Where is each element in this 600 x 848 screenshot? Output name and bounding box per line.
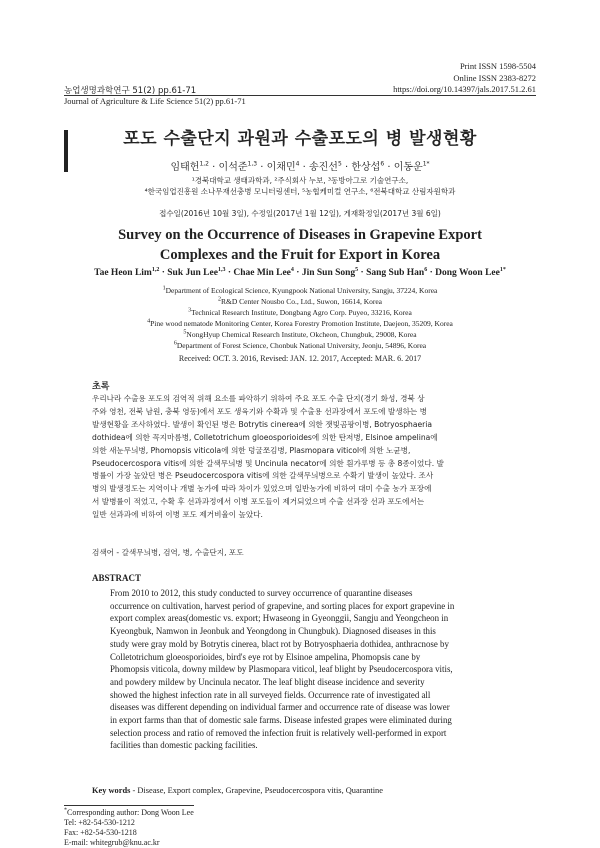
abstract-korean [92, 393, 508, 522]
affiliation-en-line: $^5$NongHyup Chemical Research Institute, Okcheon, Chungbuk, 29008, Korea [183, 329, 417, 339]
author-name: Jin Sun Song [301, 268, 356, 278]
abstract-line: 병률이 가장 높았던 병은 Pseudocercospora vitis에 의한 갈색무늬병으로 수확기 발생이 높았다. 조사 [92, 471, 434, 481]
author-affiliation-mark: 1,3 [247, 160, 258, 168]
print-issn: Print ISSN 1598-5504 [459, 61, 536, 71]
affiliation-en-line: $^2$R&D Center Nousbo Co., Ltd., Suwon, 16614, Korea [217, 296, 383, 306]
abstract-line: Pseudocercospora vitis에 의한 갈색무늬병 및 Uncinula necator에 의한 흰가루병 등 총 8종이었다. 발 [92, 458, 444, 468]
author-affiliation-mark: 1* [499, 266, 506, 273]
abstract-line: 서 발병률이 적었고, 수확 후 선과과정에서 이병 포도들이 제거되었으며 수출 선과장 선과 포도에서는 [92, 497, 425, 507]
footnote-email[interactable]: E-mail: whitegrub@knu.ac.kr [64, 838, 160, 847]
footnote-fax: Fax: +82-54-530-1218 [64, 828, 137, 837]
abstract-line: 발생현황을 조사하였다. 발생이 확인된 병은 Botrytis cinerea에 의한 잿빛곰팡이병, Botryosphaeria [92, 419, 433, 429]
online-issn: Online ISSN 2383-8272 [453, 73, 536, 83]
keywords-en-text: - Disease, Export complex, Grapevine, Pseudocercospora vitis, Quarantine [130, 786, 383, 795]
abstract-line: Phomopsis viticola, downy mildew by Plasmopara viticol, leaf blight by Pseudocercospora vitis, [110, 664, 453, 675]
authors-korean: 임태헌$^{1,2}$ · 이석준$^{1,3}$ · 이채민$^4$ · 송진선$^5$ · 한상섭$^6$ · 이동운$^{1*}$ [170, 160, 430, 173]
author-affiliation-mark: 6 [380, 160, 385, 168]
affiliation-en-line: $^3$Technical Research Institute, Dongbang Agro Corp. Puyeo, 33216, Korea [188, 307, 412, 317]
abstract-line: facilities than domestic packing facilities. [110, 740, 258, 751]
author-affiliation-mark: 1* [422, 160, 430, 168]
abstract-line: showed the highest infection rate in all surveyed fields. Occurrence rate of investigated all [110, 689, 431, 700]
keywords-korean: 검색어 - 갈색무늬병, 검역, 병, 수출단지, 포도 [92, 548, 244, 557]
issn-block [453, 60, 536, 84]
abstract-line: From 2010 to 2012, this study conducted to survey occurrence of quarantine diseases [110, 588, 413, 598]
author-affiliation-mark: 1,2 [199, 160, 209, 168]
abstract-line: export complex areas(domestic vs. export; Hwaseong in Gyeonggii, Sangju and Yeongcheon in [110, 613, 449, 624]
author-name: 한상섭 [351, 162, 381, 173]
abstract-line: 일반 선과과에 비하여 이병 포도 제거비율이 높았다. [92, 510, 263, 520]
affiliation-en-line: $^4$Pine wood nematode Monitoring Center, Korea Forestry Promotion Institute, Daejeon, 35209, Korea [147, 318, 453, 328]
keywords-en-label: Key words [92, 786, 131, 795]
affiliations-korean [64, 175, 536, 197]
title-korean: 포도 수출단지 과원과 수출포도의 병 발생현황 [123, 129, 477, 149]
author-affiliation-mark: 1,2 [151, 266, 160, 273]
author-affiliation-mark: 4 [290, 266, 294, 273]
abstract-line: selection process and ratio of removed the infection fruit is relatively well-performed in export [110, 727, 447, 738]
affiliation-kr-line: ¹경북대학교 생태과학과, ²주식회사 누보, ³동방아그로 기술연구소, [191, 176, 409, 185]
abstract-line: Kyeongbuk, Namwon in Jeonbuk and Yeongdong in Chungbuk). Diagnosed diseases in this [110, 626, 436, 637]
abstract-line: diseases was different depending on individual farmer and occurrence rate of disease was lower [110, 702, 450, 713]
abstract-line: 병의 발생정도는 지역이나 개별 농가에 따라 차이가 있었으며 일반농가에 비하여 대미 수출 농가 포장에 [92, 484, 432, 494]
affiliation-kr-line: ⁴한국임업진흥원 소나무재선충병 모니터링센터, ⁵농협케미컬 연구소, ⁶전북대학교 산림자원학과 [144, 187, 456, 196]
abstract-english [92, 587, 508, 752]
author-name: 이채민 [266, 162, 296, 173]
author-affiliation-mark: 5 [355, 266, 359, 273]
title-en-line: Complexes and the Fruit for Export in Korea [159, 247, 441, 263]
author-affiliation-mark: 6 [424, 266, 428, 273]
author-affiliation-mark: 5 [337, 160, 342, 168]
author-name: Tae Heon Lim [94, 268, 152, 278]
abstract-line: dothidea에 의한 꼭지마름병, Colletotrichum gloeosporioides에 의한 탄저병, Elsinoe ampelina에 [92, 432, 438, 442]
author-name: 송진선 [308, 162, 338, 173]
abstract-line: in export farms than that of domestic sale farms. Disease infested grapes were eliminated during [110, 715, 452, 726]
abstract-line: study were gray mold by Botrytis cinerea, blact rot by Botryosphaeria dothidea, anthracnose by [110, 638, 449, 649]
abstract-kr-heading: 초록 [92, 382, 110, 392]
author-affiliation-mark: 4 [295, 160, 300, 168]
footnote [64, 808, 194, 848]
title-en-line: Survey on the Occurrence of Diseases in Grapevine Export [118, 227, 482, 243]
abstract-line: 주와 영천, 전북 남원, 충북 영동)에서 포도 생육기와 수확과 및 수출용 선과장에서 포도에 발생하는 병 [92, 406, 428, 416]
author-name: Chae Min Lee [233, 268, 291, 278]
abstract-line: Colletotrichum gloeosporioides, bird's eye rot by Elsinoe ampelina, Phomopsis cane by [110, 651, 421, 662]
abstract-line: 의한 새눈무늬병, Phomopsis viticola에 의한 덩굴쪼김병, Plasmopara viticol에 의한 노균병, [92, 445, 411, 455]
dates-korean: 접수일(2016년 10월 3일), 수정일(2017년 1월 12일), 게재확정일(2017년 3월 6일) [159, 209, 441, 218]
affiliation-en-line: $^6$Department of Forest Science, Chonbuk National University, Jeonju, 54896, Korea [173, 340, 427, 350]
affiliations-english [64, 285, 536, 351]
keywords-english [92, 786, 383, 795]
footnote-divider [64, 805, 194, 806]
received-dates: Received: OCT. 3. 2016, Revised: JAN. 12. 2017, Accepted: MAR. 6. 2017 [178, 354, 422, 363]
author-name: Suk Jun Lee [167, 268, 218, 278]
abstract-line: 우리나라 수출용 포도의 검역적 위해 요소를 파악하기 위하여 주요 포도 수출 단지(경기 화성, 경북 상 [92, 394, 425, 403]
corresponding-author: *Corresponding author: Dong Woon Lee [64, 807, 194, 817]
journal-name-kr: 농업생명과학연구 51(2) pp.61-71 [64, 86, 197, 96]
journal-name-en: Journal of Agriculture & Life Science 51(2) pp.61-71 [64, 96, 246, 106]
author-name: 임태헌 [170, 162, 200, 173]
author-name: Sang Sub Han [366, 268, 425, 278]
author-name: 이동운 [393, 162, 423, 173]
abstract-line: occurrence on cultivation, harvest period of grapevine, and sorting places for export grapevine in [110, 600, 455, 611]
authors-english: Tae Heon Lim$^{1,2}$ · Suk Jun Lee$^{1,3}$ · Chae Min Lee$^4$ · Jin Sun Song$^5$ · Sang Sub Han$^6$ · Dong Woon Lee$^{1*}$ [94, 266, 506, 278]
affiliation-en-line: $^1$Department of Ecological Science, Kyungpook National University, Sangju, 37224, Korea [162, 285, 438, 295]
title-english [70, 225, 530, 265]
author-name: 이석준 [218, 162, 248, 173]
footnote-tel: Tel: +82-54-530-1212 [64, 818, 135, 827]
doi-link[interactable]: https://doi.org/10.14397/jals.2017.51.2.61 [393, 84, 536, 94]
author-name: Dong Woon Lee [435, 268, 500, 278]
abstract-line: and powdery mildew by Uncinula necator. The leaf blight disease incidence and severity [110, 676, 425, 687]
author-affiliation-mark: 1,3 [217, 266, 226, 273]
abstract-en-heading: ABSTRACT [92, 573, 142, 583]
